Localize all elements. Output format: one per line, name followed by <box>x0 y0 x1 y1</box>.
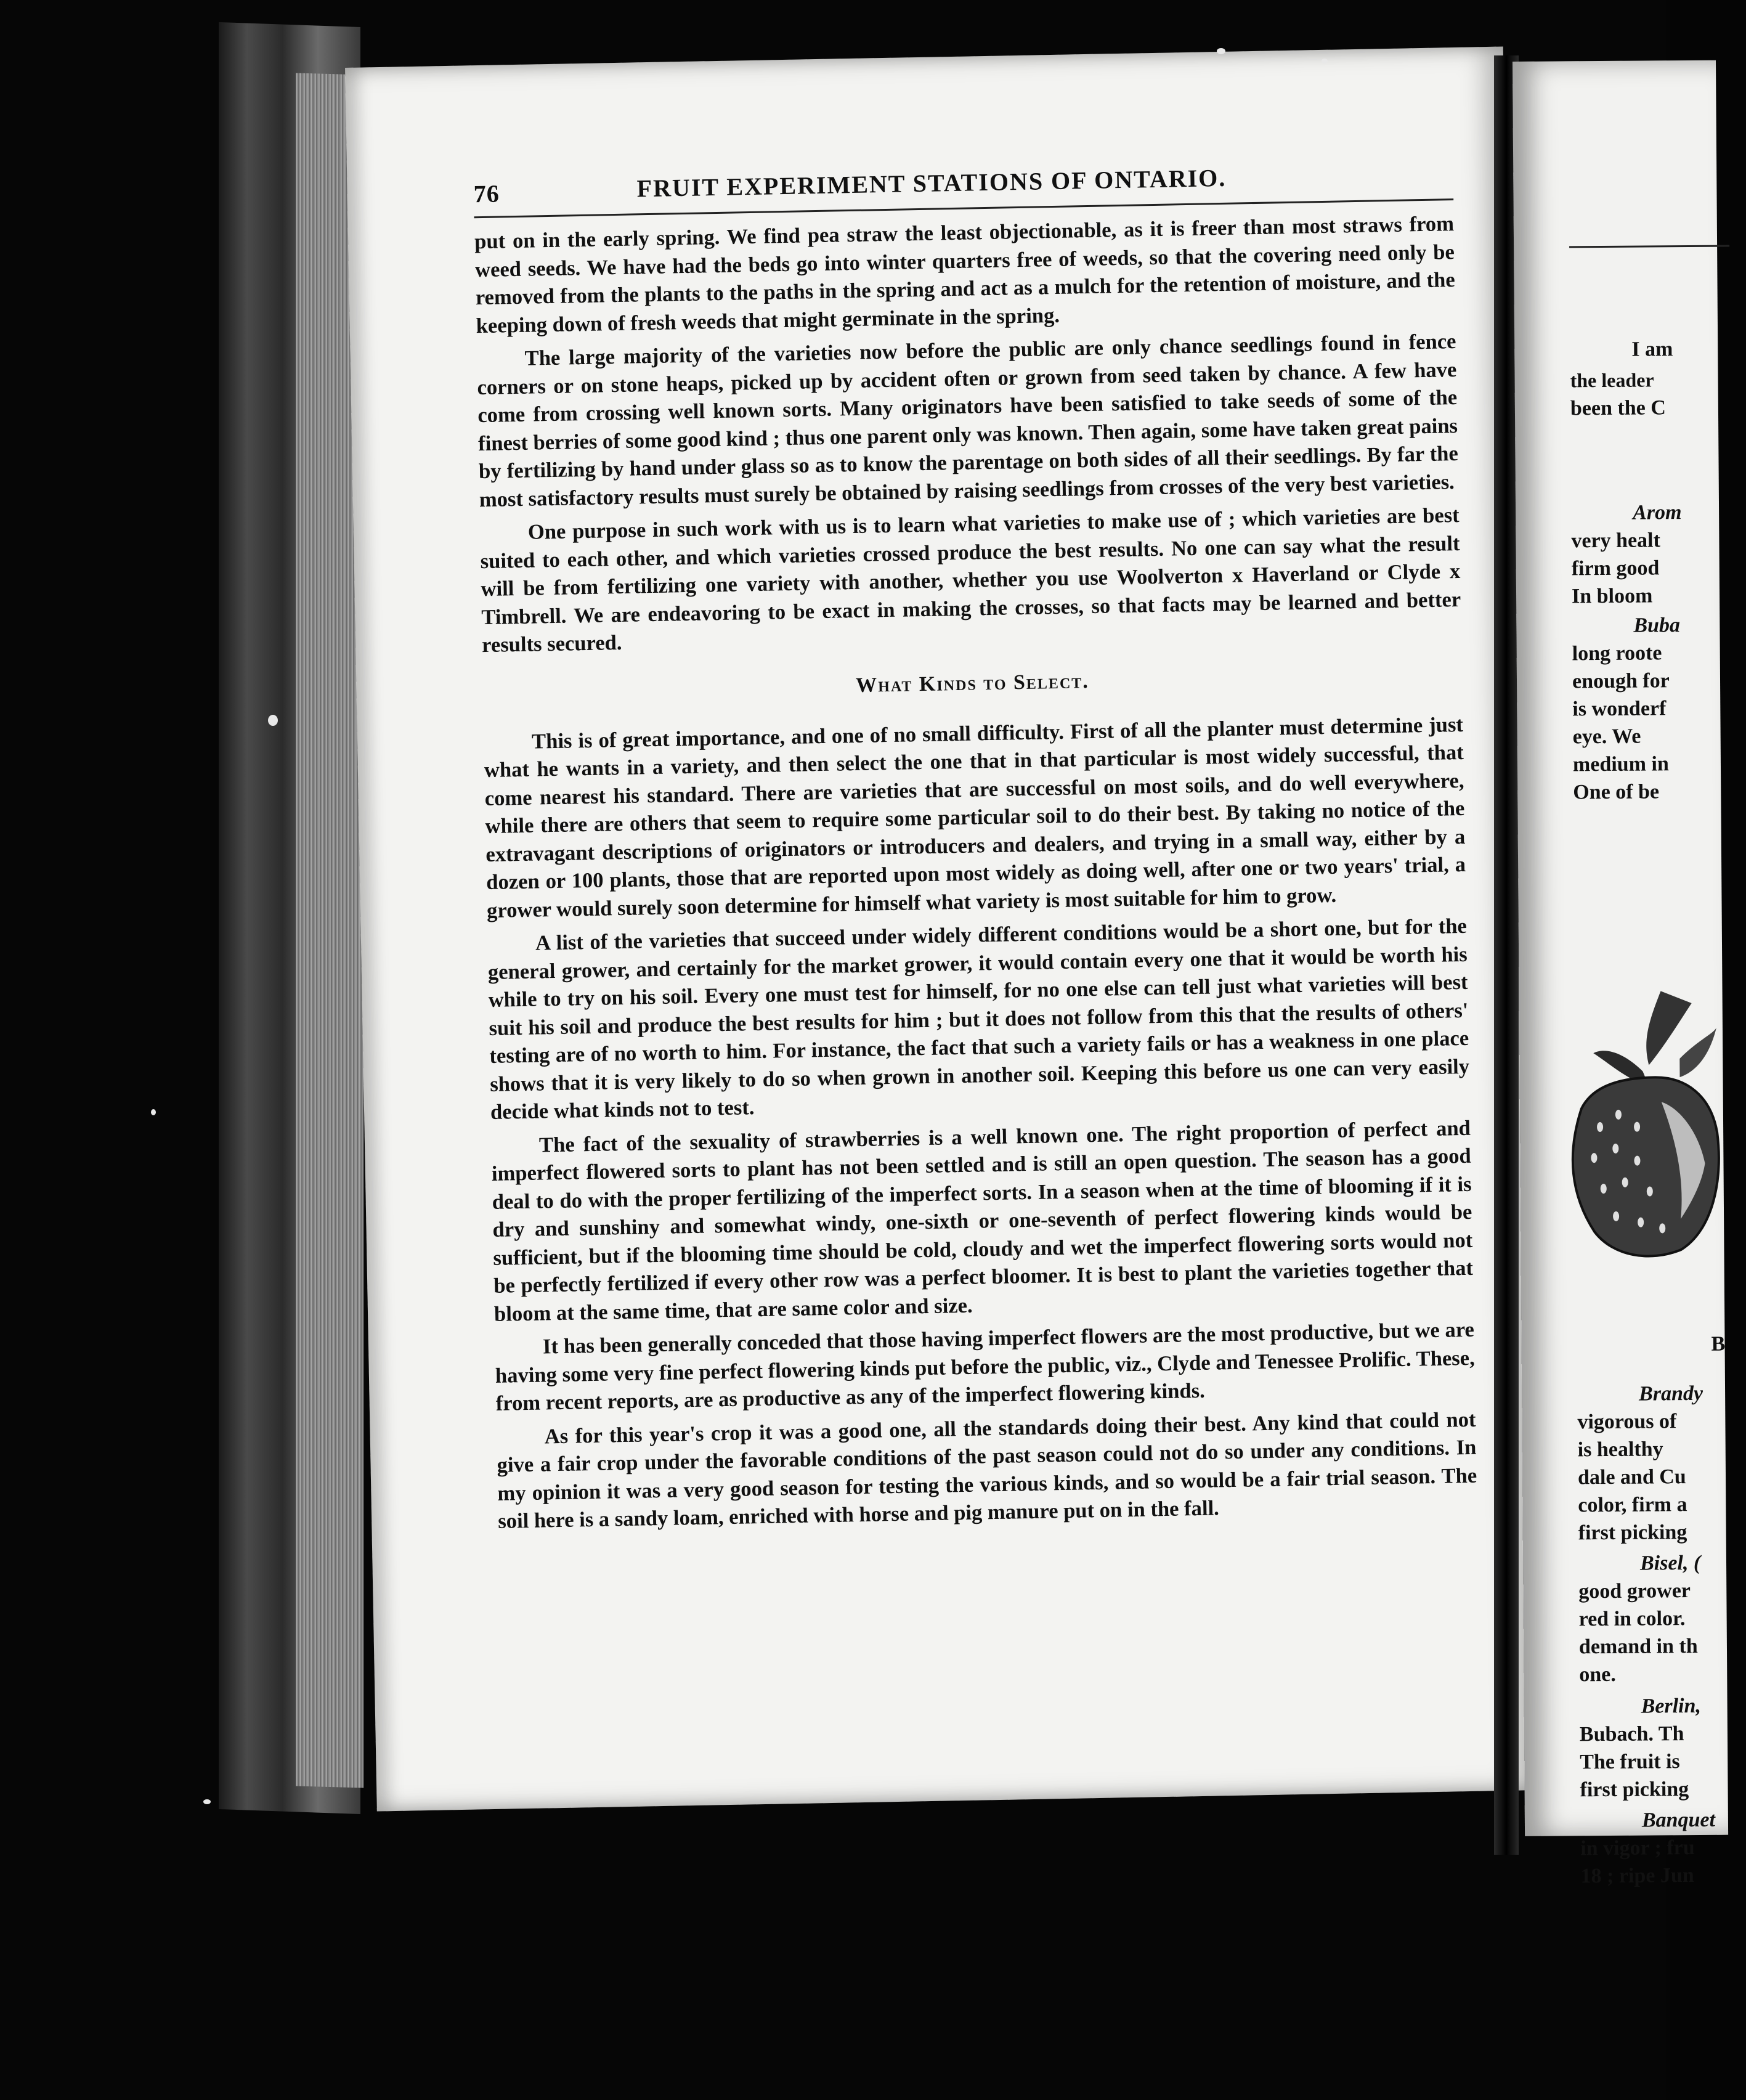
right-line: long roote <box>1572 641 1662 665</box>
right-line: In bloom <box>1571 584 1653 608</box>
right-line: I am <box>1631 338 1673 361</box>
right-line: Arom <box>1632 501 1682 524</box>
scan-speck <box>1322 59 1328 63</box>
page-number: 76 <box>473 179 500 208</box>
left-page <box>345 47 1535 1812</box>
right-line: vigorous of <box>1577 1410 1677 1434</box>
right-line: medium in <box>1572 752 1669 776</box>
right-page-text <box>1549 257 1734 1888</box>
running-title: FRUIT EXPERIMENT STATIONS OF ONTARIO. <box>636 163 1227 203</box>
right-line: Brandy <box>1638 1382 1703 1406</box>
paragraph-continued: put on in the early spring. We find pea straw the least objectionable, as it is freer than most straws from weed seeds. We have had the beds go into winter quarters free of weeds, so that the covering need only be removed from the plants to the paths in the spring and act as a mulch for the retention of moisture, and the keeping down of fresh weeds that might germinate in the spring. <box>474 212 1455 338</box>
right-line: 18 ; ripe Jun <box>1580 1864 1694 1888</box>
right-line: good grower <box>1578 1579 1691 1603</box>
right-line: very healt <box>1571 529 1661 553</box>
paragraph: This is of great importance, and one of no small difficulty. First of all the planter must determine just what he wants in a variety, and then select the one that in that particular is most widely successful, that come nearest his standard. There are varieties that are successful on most soils, and do well everywhere, while there are others that seem to require some particular soil to do their best. By taking no notice of the extravagant descriptions of originators or introducers and dealers, and trying in a small way, either by a dozen or 100 plants, those that are reported upon most widely as doing well, after one or two years' trial, a grower would surely soon determine for himself what variety is most suitable for him to grow. <box>484 712 1466 922</box>
right-line: Banquet <box>1641 1808 1716 1832</box>
right-page <box>1513 60 1728 1888</box>
right-line: first picking <box>1580 1778 1689 1802</box>
right-line: is healthy <box>1577 1438 1663 1462</box>
scan-speck <box>268 715 278 726</box>
section-heading: What Kinds to Select. <box>855 669 1090 697</box>
right-line: in vigor ; fru <box>1580 1836 1695 1860</box>
illustration-caption: B <box>1711 1332 1726 1356</box>
right-line: Bisel, ( <box>1639 1551 1701 1575</box>
right-line: Berlin, <box>1641 1694 1702 1718</box>
right-line: firm good <box>1571 556 1660 580</box>
right-line: Bubach. Th <box>1579 1722 1684 1746</box>
right-line: enough for <box>1572 669 1670 693</box>
paragraph: One purpose in such work with us is to learn what varieties to make use of ; which varieties are best suited to each other, and which varieties crossed produce the best results. No one can say what the result will be from fertilizing one variety with another, whether you use Woolverton x Haverland or Clyde x Timbrell. We are endeavoring to be exact in making the crosses, so that facts may be learned and better results secured. <box>480 503 1461 657</box>
right-line: red in color. <box>1578 1607 1686 1631</box>
scan-speck <box>1217 48 1225 54</box>
right-line: been the C <box>1570 396 1666 420</box>
right-line: demand in th <box>1578 1634 1698 1659</box>
scan-speck <box>203 1799 211 1804</box>
right-line: first picking <box>1578 1521 1687 1545</box>
right-line: one. <box>1579 1662 1616 1687</box>
paragraph: A list of the varieties that succeed under widely different conditions would be a short one, but for the general grower, and certainly for the market grower, it would contain every one that it would be worth his while to try on his soil. Every one must test for himself, for no one else can tell just what varieties will best suit his soil and produce the best results for him ; but it does not follow from this that the results of others' testing are of no worth to him. For instance, the fact that such a variety fails or has a weakness in one place shows that it is very likely to do so when grown in another soil. Keeping this before us one can very easily decide what kinds not to test. <box>487 914 1470 1124</box>
left-page-content <box>473 155 1477 1541</box>
right-line: dale and Cu <box>1577 1465 1686 1489</box>
paragraph: The fact of the sexuality of strawberries is a well known one. The right proportion of perfect and imperfect flowered sorts to plant has not been settled and is still an open question. The season has a good deal to do with the proper fertilizing of the imperfect sorts. In a season when at the time of blooming if it is dry and sunshiny and somewhat windy, one-sixth or one-seventh of perfect flowering kinds would be sufficient, but if the blooming time should be cold, cloudy and wet the imperfect flowering sorts would not be perfectly fertilized if every other row was a perfect bloomer. It is best to plant the varieties together that bloom at the same time, that are same color and size. <box>491 1116 1474 1326</box>
right-page-rule <box>1569 245 1729 248</box>
strawberry-illustration <box>1556 985 1718 1276</box>
right-line: eye. We <box>1572 725 1641 749</box>
running-head <box>473 155 1453 218</box>
right-line: color, firm a <box>1578 1493 1687 1517</box>
paragraph: It has been generally conceded that those having imperfect flowers are the most productive, but we are having some very fine perfect flowering kinds put before the public, viz., Clyde and Tenessee Prolific. These, from recent reports, are as productive as any of the imperfect flowering kinds. <box>495 1317 1476 1415</box>
scan-speck <box>151 1109 156 1115</box>
paragraph: The large majority of the varieties now before the public are only chance seedlings found in fence corners or on stone heaps, picked up by accident often or grown from seed taken by chance. A few have come from crossing well known sorts. Many originators have been satisfied to take seeds of some of the finest berries of some good kind ; thus one parent only was known. Then again, some have taken great pains by fertilizing by hand under glass so as to know the parentage on both sides of all their seedlings. By far the most satisfactory results must surely be obtained by raising seedlings from crosses of the very best varieties. <box>477 330 1459 511</box>
right-line: One of be <box>1573 780 1660 804</box>
right-line: The fruit is <box>1580 1750 1680 1774</box>
right-line: is wonderf <box>1572 697 1667 721</box>
right-line: the leader <box>1570 368 1654 392</box>
right-line: Buba <box>1633 614 1681 637</box>
paragraph: As for this year's crop it was a good one, all the standards doing their best. Any kind that could not give a fair crop under the favorable conditions of the past season could not do so under any conditions. In my opinion it was a very good season for testing the various kinds, and so would be a fair trial season. The soil here is a sandy loam, enriched with horse and pig manure put on in the fall. <box>497 1407 1477 1533</box>
